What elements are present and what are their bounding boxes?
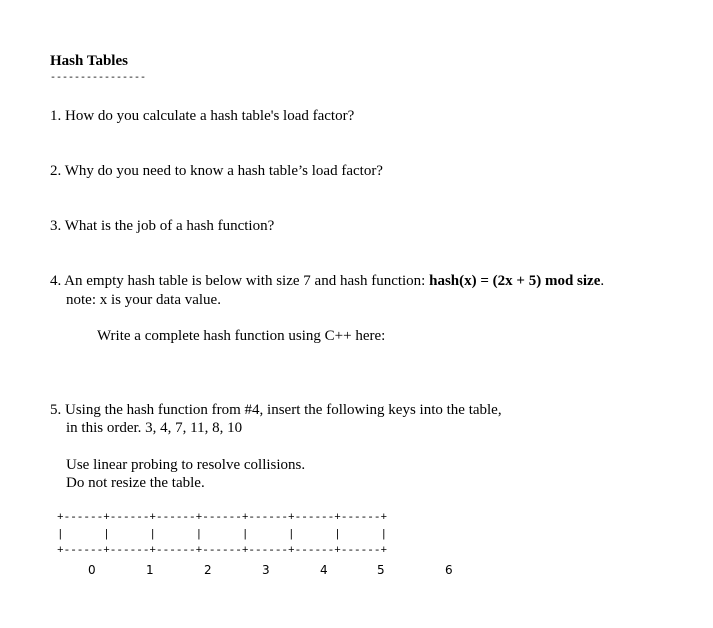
question-4-note: note: x is your data value. bbox=[66, 292, 221, 308]
hash-function-formula: hash(x) = (2x + 5) mod size bbox=[429, 273, 601, 289]
question-3: 3. What is the job of a hash function? bbox=[50, 218, 275, 234]
question-4-period: . bbox=[600, 273, 605, 289]
question-5-probing-note: Use linear probing to resolve collisions. bbox=[66, 457, 306, 473]
question-4-instruction: Write a complete hash function using C++ here: bbox=[97, 328, 386, 344]
question-4 bbox=[50, 272, 604, 290]
slot-index-label: 0 bbox=[88, 563, 96, 577]
slot-index-label: 4 bbox=[320, 563, 328, 577]
slot-index-label: 5 bbox=[377, 563, 385, 577]
hash-table-top-border: +------+------+------+------+------+------+------+ bbox=[57, 512, 388, 524]
title-underline: ---------------- bbox=[50, 73, 147, 84]
question-5-keys: in this order. 3, 4, 7, 11, 8, 10 bbox=[66, 420, 243, 436]
question-1: 1. How do you calculate a hash table's load factor? bbox=[50, 108, 355, 124]
slot-index-label: 1 bbox=[146, 563, 154, 577]
hash-table-cells: | | | | | | | | bbox=[57, 529, 388, 541]
question-4-prefix: 4. An empty hash table is below with size 7 and hash function: bbox=[50, 273, 430, 289]
question-5: 5. Using the hash function from #4, insert the following keys into the table, bbox=[50, 402, 502, 418]
question-5-resize-note: Do not resize the table. bbox=[66, 475, 205, 491]
slot-index-label: 2 bbox=[204, 563, 212, 577]
page-title: Hash Tables bbox=[50, 53, 128, 69]
question-2: 2. Why do you need to know a hash table’s load factor? bbox=[50, 163, 383, 179]
hash-table-bottom-border: +------+------+------+------+------+------+------+ bbox=[57, 545, 388, 557]
slot-index-label: 3 bbox=[262, 563, 270, 577]
slot-index-label: 6 bbox=[445, 563, 453, 577]
